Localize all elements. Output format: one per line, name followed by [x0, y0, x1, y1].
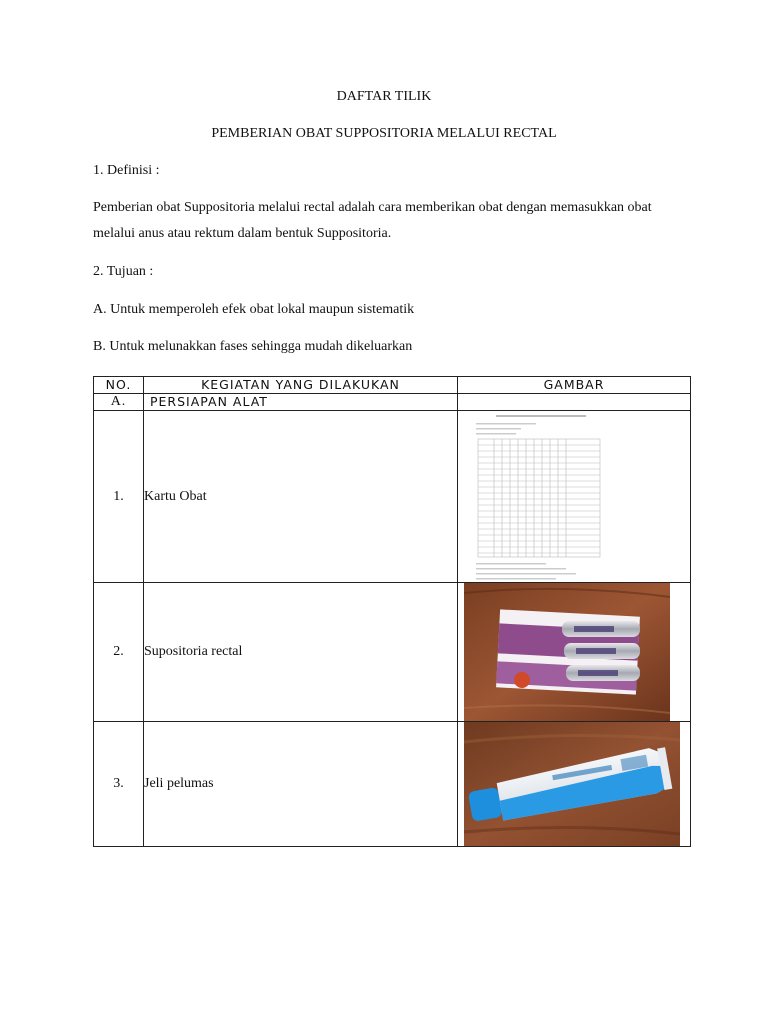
row-no: 2. [94, 583, 144, 722]
medication-card-form-icon [466, 413, 616, 581]
lubricant-photo [464, 722, 680, 846]
suppository-photo [464, 583, 670, 721]
definition-heading: 1. Definisi : [93, 163, 160, 178]
lubricant-gel-tube-icon [464, 722, 680, 846]
document-subtitle: PEMBERIAN OBAT SUPPOSITORIA MELALUI RECTAL [211, 126, 557, 141]
row-no: 3. [94, 722, 144, 847]
row-no: 1. [94, 411, 144, 583]
table-header-row [94, 377, 691, 394]
row-image-cell [458, 583, 691, 722]
definition-text: Pemberian obat Suppositoria melalui rectal adalah cara memberikan obat dengan memasukkan obat melalui anus atau rektum dalam bentuk Suppositoria. [93, 200, 652, 241]
checklist-table [93, 376, 691, 847]
goal-item-b: B. Untuk melunakkan fases sehingga mudah dikeluarkan [93, 339, 413, 354]
section-row [94, 394, 691, 411]
row-task: Kartu Obat [144, 411, 458, 583]
table-row [94, 583, 691, 722]
table-row [94, 411, 691, 583]
row-image-cell [458, 411, 691, 583]
goal-item-a: A. Untuk memperoleh efek obat lokal maupun sistematik [93, 302, 415, 317]
row-image-cell [458, 722, 691, 847]
row-task: Supositoria rectal [144, 583, 458, 722]
medication-card-image [466, 413, 616, 581]
header-activity: KEGIATAN YANG DILAKUKAN [144, 377, 458, 394]
goals-heading: 2. Tujuan : [93, 264, 154, 279]
section-image-cell [458, 394, 691, 411]
row-task: Jeli pelumas [144, 722, 458, 847]
section-label: PERSIAPAN ALAT [144, 394, 458, 411]
table-row [94, 722, 691, 847]
section-no: A. [94, 394, 144, 411]
header-no: NO. [94, 377, 144, 394]
suppository-packages-icon [464, 583, 670, 721]
header-image: GAMBAR [458, 377, 691, 394]
document-title: DAFTAR TILIK [336, 89, 432, 104]
